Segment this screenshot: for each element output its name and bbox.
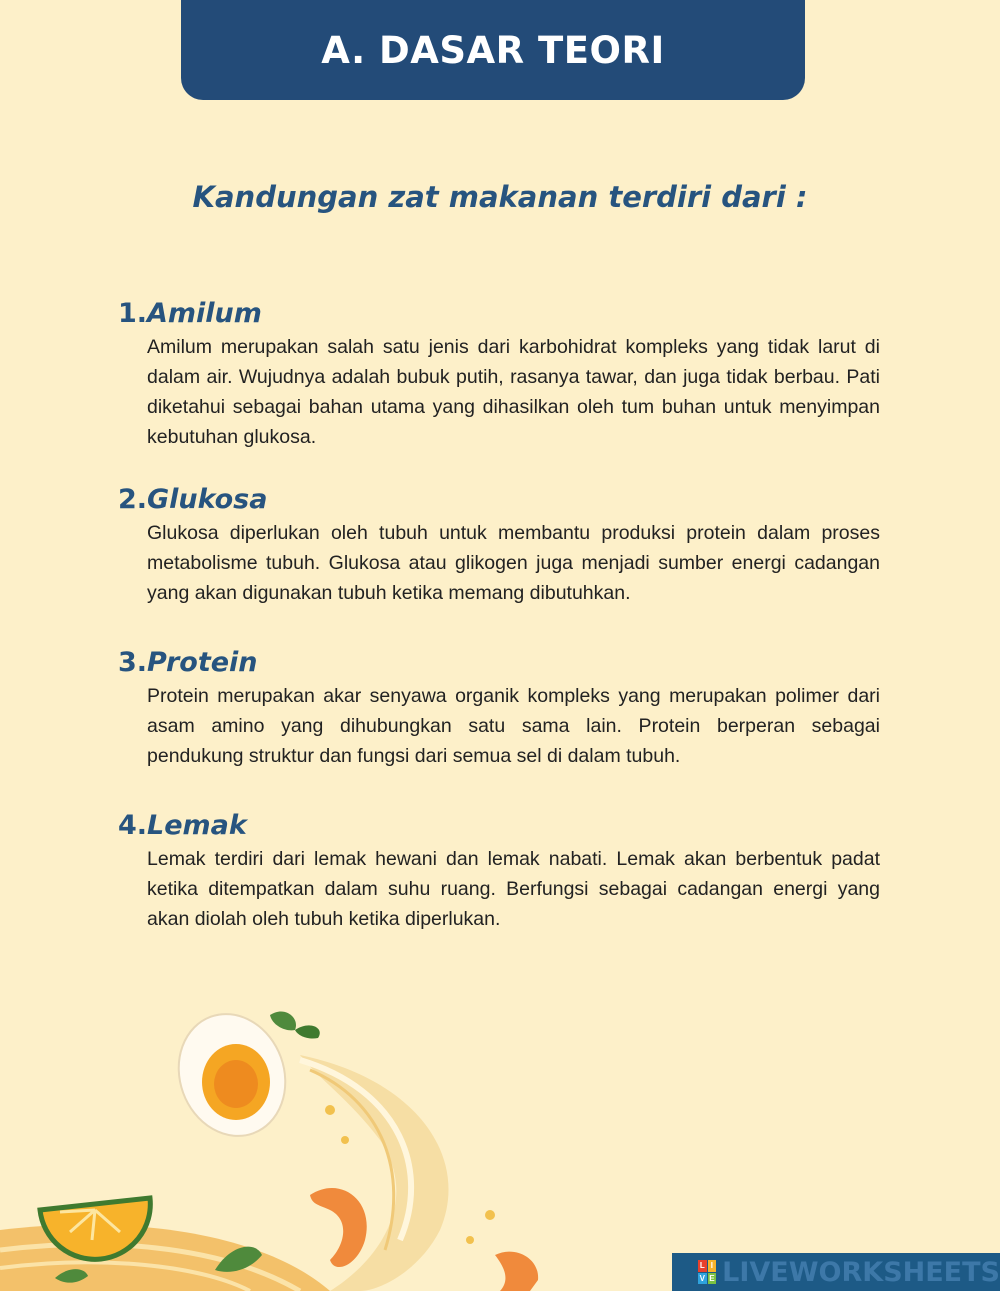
- page-title: A. DASAR TEORI: [321, 28, 665, 72]
- leaf: [270, 1011, 296, 1030]
- section-title: Lemak: [147, 810, 247, 841]
- egg-yolk-center: [214, 1060, 258, 1108]
- section-heading: [118, 484, 880, 518]
- section-heading: [118, 647, 880, 681]
- section-number: 3.: [118, 647, 148, 678]
- title-banner: [181, 0, 805, 100]
- sesame: [485, 1210, 495, 1220]
- liveworksheets-badge[interactable]: [672, 1253, 1000, 1291]
- section-text: Amilum merupakan salah satu jenis dari karbohidrat kompleks yang tidak larut di dalam air. Wujudnya adalah bubuk putih, rasanya tawar, dan juga tidak berbau. Pati diketahui sebagai bahan utama yang dihasilkan oleh tum buhan untuk menyimpan kebutuhan glukosa.: [147, 336, 880, 448]
- leaf: [295, 1025, 320, 1038]
- logo-letter: E: [709, 1273, 715, 1283]
- logo-letter: I: [708, 1260, 717, 1272]
- section-amilum: [118, 298, 880, 452]
- section-text: Glukosa diperlukan oleh tubuh untuk membantu produksi protein dalam proses metabolisme tubuh. Glukosa atau glikogen juga menjadi sumber energi cadangan yang akan digunakan tubuh ketika memang dibutuhkan.: [147, 522, 880, 604]
- liveworksheets-logo-icon: [698, 1260, 716, 1284]
- badge-text: LIVEWORKSHEETS: [722, 1256, 1000, 1288]
- logo-letter: V: [699, 1273, 705, 1283]
- sesame: [466, 1236, 474, 1244]
- section-number: 4.: [118, 810, 148, 841]
- section-text: Lemak terdiri dari lemak hewani dan lemak nabati. Lemak akan berbentuk padat ketika ditempatkan dalam suhu ruang. Berfungsi sebagai cadangan energi yang akan diolah oleh tubuh ketika diperlukan.: [147, 848, 880, 930]
- section-heading: [118, 810, 880, 844]
- section-title: Glukosa: [147, 484, 268, 515]
- section-heading: [118, 298, 880, 332]
- sesame: [341, 1136, 349, 1144]
- logo-letter: L: [699, 1261, 705, 1270]
- section-text: Protein merupakan akar senyawa organik kompleks yang merupakan polimer dari asam amino yang dihubungkan satu sama lain. Protein berperan sebagai pendukung struktur dan fungsi dari semua sel di dalam tubuh.: [147, 685, 880, 767]
- section-title: Protein: [147, 647, 258, 678]
- section-number: 1.: [118, 298, 148, 329]
- noodle-swirl: [300, 1055, 449, 1291]
- section-protein: [118, 647, 880, 771]
- subtitle: Kandungan zat makanan terdiri dari :: [192, 180, 808, 214]
- sesame: [325, 1105, 335, 1115]
- shrimp: [495, 1252, 538, 1291]
- section-glukosa: [118, 484, 880, 608]
- section-title: Amilum: [147, 298, 262, 329]
- shrimp: [310, 1188, 367, 1267]
- section-lemak: [118, 810, 880, 934]
- section-number: 2.: [118, 484, 148, 515]
- food-illustration: [0, 1000, 680, 1291]
